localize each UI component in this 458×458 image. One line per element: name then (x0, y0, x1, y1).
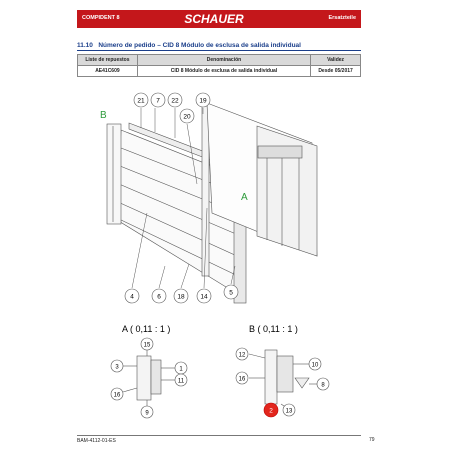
callout-20 (180, 109, 194, 123)
callout-a-9 (141, 406, 153, 418)
callout-b-13 (283, 404, 295, 416)
svg-text:9: 9 (145, 410, 149, 417)
footer-divider (77, 435, 361, 436)
detail-b (236, 324, 329, 417)
svg-text:1: 1 (179, 366, 183, 373)
callout-b-2-highlight (264, 403, 278, 417)
table-header-cell: Validez (311, 55, 361, 66)
svg-text:4: 4 (130, 293, 134, 301)
exploded-drawing (77, 88, 361, 428)
table-cell: Desde 05/2017 (311, 66, 361, 77)
callout-14 (197, 289, 211, 303)
callout-4 (125, 289, 139, 303)
detail-a (111, 324, 187, 418)
callout-b-12 (236, 348, 248, 360)
callout-22 (168, 93, 182, 107)
svg-text:3: 3 (115, 364, 119, 371)
svg-text:6: 6 (157, 293, 161, 301)
callout-5 (224, 285, 238, 299)
table-cell: AE41C609 (78, 66, 138, 77)
logo-text: SCHAUER (184, 12, 244, 26)
callout-b-10 (309, 358, 321, 370)
section-title-text: Número de pedido – CID 8 Módulo de esclusa de salida individual (98, 42, 301, 49)
callout-21 (134, 93, 148, 107)
svg-text:16: 16 (238, 376, 246, 383)
callout-18 (174, 289, 188, 303)
section-number: 11.10 (77, 42, 93, 49)
svg-text:19: 19 (199, 97, 207, 105)
parts-table (77, 54, 361, 77)
header-right-label: Ersatzteile (328, 15, 356, 21)
schauer-logo (178, 10, 250, 28)
svg-text:12: 12 (238, 352, 246, 359)
svg-text:18: 18 (177, 293, 185, 301)
detail-a-title: A ( 0,11 : 1 ) (122, 324, 171, 334)
detail-b-title: B ( 0,11 : 1 ) (249, 324, 298, 334)
callout-a-label: A (241, 192, 248, 203)
svg-text:10: 10 (311, 362, 319, 369)
callout-a-3 (111, 360, 123, 372)
section-divider (77, 50, 361, 51)
svg-text:16: 16 (113, 392, 121, 399)
table-header-cell: Liste de repuestos (78, 55, 138, 66)
section-title (77, 42, 301, 49)
callout-6 (152, 289, 166, 303)
callout-a-16 (111, 388, 123, 400)
callout-b-label: B (100, 110, 107, 121)
svg-text:14: 14 (200, 293, 208, 301)
header-left-label: COMPIDENT 8 (82, 15, 120, 21)
svg-text:2: 2 (269, 407, 273, 415)
callout-a-1 (175, 362, 187, 374)
svg-text:11: 11 (177, 378, 185, 385)
table-header-row (78, 55, 361, 66)
svg-text:21: 21 (137, 97, 145, 105)
footer-doc-id: BAM-4112-01-ES (77, 438, 116, 444)
callout-a-11 (175, 374, 187, 386)
main-assembly-lines (107, 103, 317, 303)
table-row (78, 66, 361, 77)
svg-text:7: 7 (156, 97, 160, 105)
callout-7 (151, 93, 165, 107)
callout-19 (196, 93, 210, 107)
svg-text:13: 13 (285, 408, 293, 415)
table-cell: CID 8 Módulo de esclusa de salida individual (137, 66, 310, 77)
callout-b-16 (236, 372, 248, 384)
svg-text:5: 5 (229, 289, 233, 297)
page-number: 79 (369, 437, 375, 443)
callout-b-8 (317, 378, 329, 390)
svg-text:22: 22 (171, 97, 179, 105)
svg-text:15: 15 (143, 342, 151, 349)
callout-a-15 (141, 338, 153, 350)
svg-text:20: 20 (183, 113, 191, 121)
table-header-cell: Denominación (137, 55, 310, 66)
svg-text:8: 8 (321, 382, 325, 389)
